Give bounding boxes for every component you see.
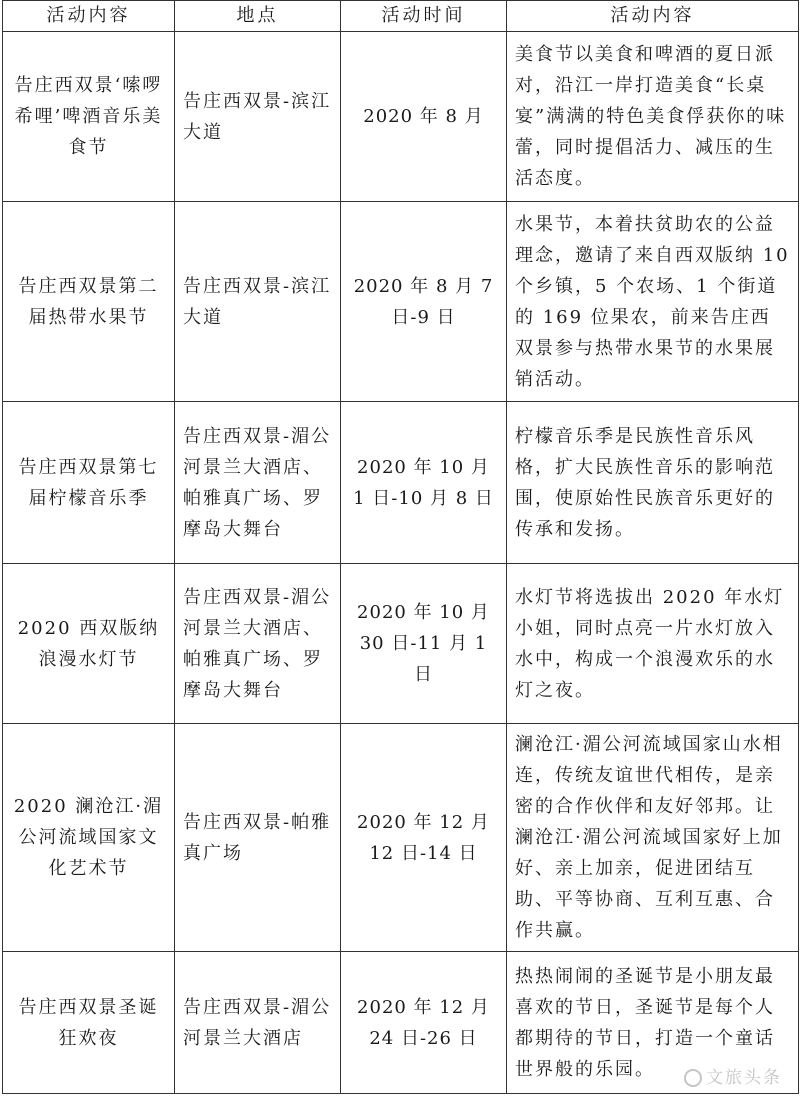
event-name-cell: 告庄西双景‘嗦啰希哩’啤酒音乐美食节: [3, 32, 175, 202]
event-location-cell: 告庄西双景-湄公河景兰大酒店、帕雅真广场、罗摩岛大舞台: [175, 564, 341, 724]
event-time-cell: 2020 年 8 月 7 日-9 日: [341, 202, 507, 402]
event-description-cell: 澜沧江·湄公河流域国家山水相连，传统友谊世代相传，是亲密的合作伙伴和友好邻邦。让澜沧江·湄公河流域国家好上加好、亲上加亲，促进团结互助、平等协商、互利互惠、合作共赢。: [507, 724, 799, 952]
event-time-cell: 2020 年 12 月 24 日-26 日: [341, 952, 507, 1094]
event-location-cell: 告庄西双景-帕雅真广场: [175, 724, 341, 952]
column-header-description: 活动内容: [507, 1, 799, 32]
event-name-cell: 告庄西双景第二届热带水果节: [3, 202, 175, 402]
event-description-cell: 热热闹闹的圣诞节是小朋友最喜欢的节日，圣诞节是每个人都期待的节日，打造一个童话世界般的乐园。: [507, 952, 799, 1094]
watermark-logo-icon: [684, 1069, 702, 1087]
event-time-cell: 2020 年 10 月 30 日-11 月 1 日: [341, 564, 507, 724]
event-location-cell: 告庄西双景-湄公河景兰大酒店: [175, 952, 341, 1094]
event-schedule-table: [2, 0, 799, 1094]
event-location-cell: 告庄西双景-滨江大道: [175, 202, 341, 402]
table-row: [3, 202, 799, 402]
table-header-row: [3, 1, 799, 32]
event-name-cell: 2020 澜沧江·湄公河流域国家文化艺术节: [3, 724, 175, 952]
event-name-cell: 告庄西双景圣诞狂欢夜: [3, 952, 175, 1094]
watermark-text: 文旅头条: [706, 1068, 782, 1088]
table-row: [3, 402, 799, 564]
event-description-cell: 水果节，本着扶贫助农的公益理念，邀请了来自西双版纳 10 个乡镇，5 个农场、1 个街道的 169 位果农，前来告庄西双景参与热带水果节的水果展销活动。: [507, 202, 799, 402]
event-time-cell: 2020 年 12 月 12 日-14 日: [341, 724, 507, 952]
event-name-cell: 告庄西双景第七届柠檬音乐季: [3, 402, 175, 564]
column-header-event: 活动内容: [3, 1, 175, 32]
event-description-cell: 水灯节将选拔出 2020 年水灯小姐，同时点亮一片水灯放入水中，构成一个浪漫欢乐的水灯之夜。: [507, 564, 799, 724]
event-description-cell: 美食节以美食和啤酒的夏日派对，沿江一岸打造美食“长桌宴”满满的特色美食俘获你的味蕾，同时提倡活力、减压的生活态度。: [507, 32, 799, 202]
event-name-cell: 2020 西双版纳浪漫水灯节: [3, 564, 175, 724]
event-location-cell: 告庄西双景-滨江大道: [175, 32, 341, 202]
table-row: [3, 952, 799, 1094]
column-header-time: 活动时间: [341, 1, 507, 32]
table-row: [3, 32, 799, 202]
event-time-cell: 2020 年 10 月 1 日-10 月 8 日: [341, 402, 507, 564]
watermark: [684, 1063, 782, 1088]
table-row: [3, 564, 799, 724]
column-header-location: 地点: [175, 1, 341, 32]
table-row: [3, 724, 799, 952]
event-description-cell: 柠檬音乐季是民族性音乐风格，扩大民族性音乐的影响范围，使原始性民族音乐更好的传承和发扬。: [507, 402, 799, 564]
event-time-cell: 2020 年 8 月: [341, 32, 507, 202]
event-location-cell: 告庄西双景-湄公河景兰大酒店、帕雅真广场、罗摩岛大舞台: [175, 402, 341, 564]
